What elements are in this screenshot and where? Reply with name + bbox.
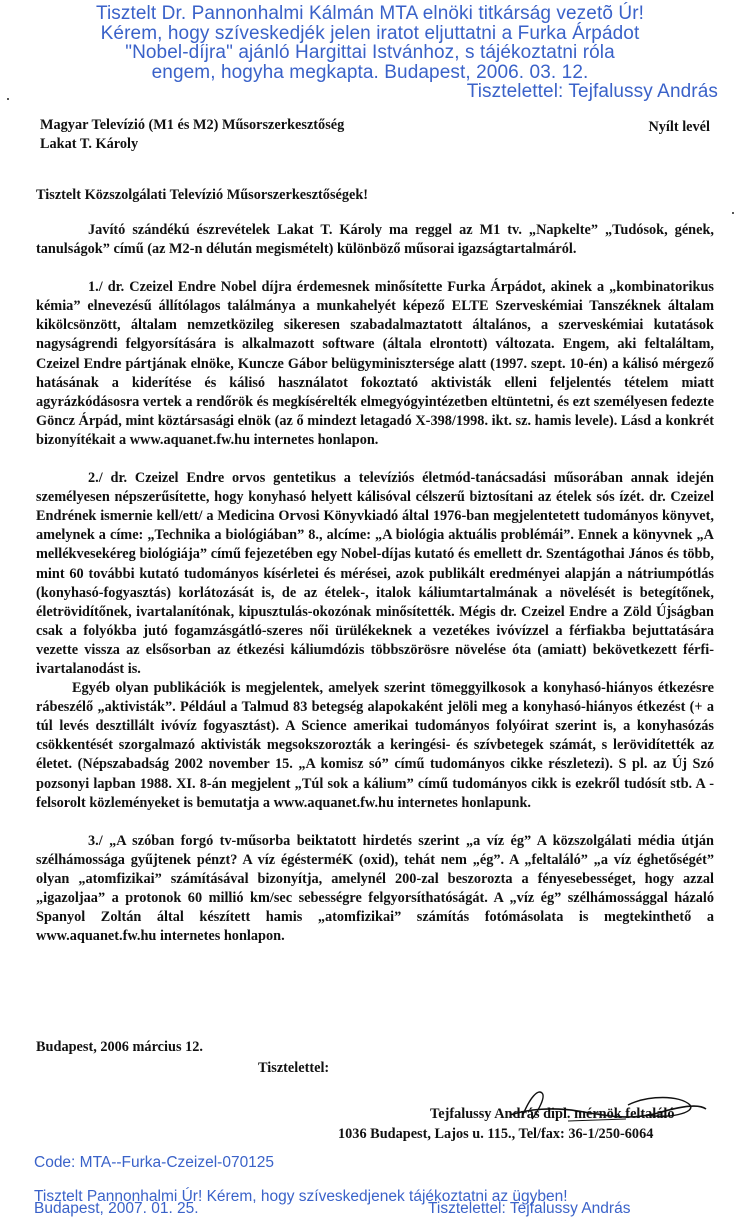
top-note-signature: Tisztelettel: Tejfalussy András [466, 81, 718, 102]
scan-speck [7, 98, 9, 100]
paragraph-publications: Egyéb olyan publikációk is megjelentek, amelyek szerint tömeggyilkosok a konyhasó-hiányos étkezésre rábeszélő „aktivisták”. Például a Talmud 83 betegség alapokaként jelöli meg a konyhasó-hiányos étkezést (+ a túl levés desztillált ivóvíz fogyasztást). A Science amerikai tudományos folyóirat szerint is, a konyhasózás csökkentését szorgalmazó aktivisták megsokszorozták a keringési- és szívbetegek számát, s lerövidítették az életet. (Népszabadság 2002 november 15. „A komisz só” című tudományos cikke részletezi). S pl. az Új Szó pozsonyi lapban 1988. XI. 8-án megjelent „Túl sok a kálium” című tudományos cikk is ezekről tudósít stb. A -felsorolt közleményeket is bemutatja a www.aquanet.fw.hu internetes honlapunk. [36, 680, 714, 811]
document-code: Code: MTA--Furka-Czeizel-070125 [34, 1154, 275, 1171]
bottom-date: Budapest, 2007. 01. 25. [34, 1200, 199, 1217]
paragraph-point-3: 3./ „A szóban forgó tv-műsorba beiktatott hirdetés szerint „a víz ég” A közszolgálati média útján szélhámossága gyűjtenek pénzt? A víz égésterméK (oxid), tehát nem „ég”. A „feltaláló” „a víz éghetőségét” olyan „atomfizikai” számításával bizonyítja, amelynél 200-zal beszorozta a fényesebességet, hogy azzal „igazoljaa” a protonok 60 millió km/sec sebességre felgyorsíthatóságát. A „víz ég” szélhámossággal házaló Spanyol Zoltán által készített hamis „atomfizikai” számítás fotómásolata is megtekinthető a www.aquanet.fw.hu internetes honlapon. [36, 832, 714, 945]
top-note-line-1: Tisztelt Dr. Pannonhalmi Kálmán MTA elnöki titkárság vezetõ Úr! [95, 3, 644, 24]
top-cover-note [0, 4, 740, 102]
scan-speck [732, 212, 734, 214]
letter-date-place: Budapest, 2006 március 12. [36, 1039, 203, 1055]
paragraph-point-2: 2./ dr. Czeizel Endre orvos gentetikus a televíziós életmód-tanácsadási műsorában annak idején személyesen népszerűsítette, hogy konyhasó helyett kálisóval célszerű biztosítani az ételek sós ízét. dr. Czeizel Endrének ismernie kell/ett/ a Medicina Orvosi Könyvkiadó által 1976-ban megjelentetett tudományos könyvet, amelynek a címe: „Technika a biológiában” 8., alcíme: „A biológia aktuális problémái”. Ennek a könyvnek „A mellékvesekéreg biológiája” című fejezetében egy Nobel-díjas kutató és emellett dr. Szentágothai János és több, mint 60 további kutató tudományos kísérletei és mérései, azok publikált eredményei alapján a nátriumpótlás (konyhasó-fogyasztás) korlátozását is, de az ételek-, italok káliumtartalmának a növelését is betegítőnek, életrövidítőnek, ivartalanítónak, kipusztulás-okozónak minősítették. Mégis dr. Czeizel Endre a Zöld Újságban csak a folyókba jutó fogamzásgátló-szeres női ürülékeknek a vezetékes ivóvízzel a férfiakba bejuttatására vezette vissza az elsősorban az étkezési káliumdózis többszörösre növelése óta (amiatt) bekövetkezett férfi-ivartalanodást is. [36, 470, 714, 677]
letter-body [36, 221, 714, 946]
top-note-line-3: "Nobel-díjra" ajánló Hargittai Istvánhoz, s tájékoztatni róla [125, 42, 615, 63]
signer-address: 1036 Budapest, Lajos u. 115., Tel/fax: 36-1/250-6064 [338, 1126, 654, 1142]
bottom-signature: Tisztelettel: Tejfalussy András [428, 1200, 631, 1217]
addressee-line-2: Lakat T. Károly [40, 136, 139, 152]
top-note-line-4: engem, hogyha megkapta. Budapest, 2006. 03. 12. [151, 61, 589, 83]
paragraph-intro: Javító szándékú észrevételek Lakat T. Károly ma reggel az M1 tv. „Napkelte” „Tudósok, gének, tanulságok” című (az M2-n délután megismételt) különböző műsorai igazságtartalmáról. [36, 222, 714, 258]
signer-name-title: Tejfalussy András dipl. mérnök feltaláló [430, 1106, 675, 1122]
closing-phrase: Tisztelettel: [258, 1060, 330, 1076]
salutation: Tisztelt Közszolgálati Televízió Műsorszerkesztőségek! [36, 187, 369, 203]
addressee-line-1: Magyar Televízió (M1 és M2) Műsorszerkesztőség [40, 117, 345, 133]
top-note-line-2: Kérem, hogy szíveskedjék jelen iratot eljuttatni a Furka Árpádot [100, 22, 640, 44]
paragraph-point-1: 1./ dr. Czeizel Endre Nobel díjra érdemesnek minősítette Furka Árpádot, akinek a „kombinatorikus kémia” elnevezésű állítólagos találmánya a munkahelyét képező ELTE Szerveskémiai Tanszéknek általam kikölcsönzött, általam nemzetközileg sikeresen szabadalmaztatott általános, a szerveskémiai kutatások nagyságrendi felgyorsítására is alkalmazott software (általa elrontott) változata. Engem, aki feltaláltam, Czeizel Endre pártjának elnöke, Kuncze Gábor belügyminisztersége alatt (1997. szept. 10-én) a kálisó mérgező hatásának a kiderítése és kálisó használatot fokoztató aktivisták elleni feljelentés tételem miatt agyrázkódásosra vertek a rendőrök és megkísérelték elmegyógyintézetben eltüntetni, és ezt személyesen fedezte Göncz Árpád, mint köztársasági elnök (az ő mindezt letagadó X-398/1998. ikt. sz. hamis levele). Lásd a konkrét bizonyítékait a www.aquanet.fw.hu internetes honlapon. [36, 279, 714, 448]
bottom-request: Tisztelt Pannonhalmi Úr! Kérem, hogy szíveskedjenek tájékoztatni az ügyben! [34, 1188, 568, 1205]
letter-type-label: Nyílt levél [648, 119, 710, 135]
